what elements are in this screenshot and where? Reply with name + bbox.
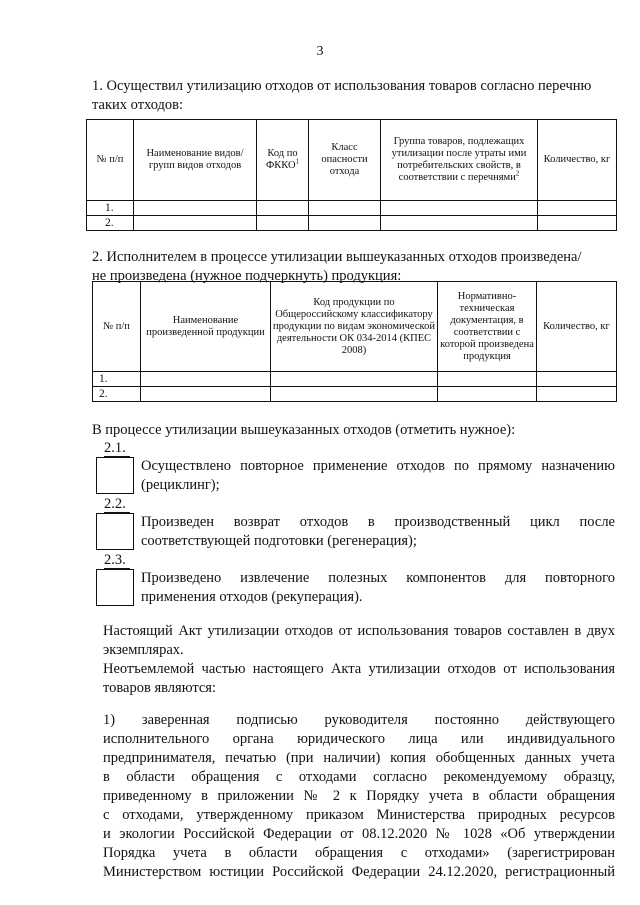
col-header-product-name: Наименование произведенной продукции xyxy=(141,282,271,372)
item-number: 2.3. xyxy=(104,552,130,569)
closing-paragraph: Настоящий Акт утилизации отходов от использования товаров составлен в двух экземплярах. Неотъемлемой частью настоящего Акта утилизации отходов от использования товаров являются: xyxy=(103,623,615,696)
waste-table-header-row xyxy=(87,120,617,201)
section1-heading xyxy=(92,77,612,115)
col-header-fkko-code: Код по ФККО$^1$ xyxy=(257,120,309,201)
option-recycling-text: Осуществлено повторное применение отходов по прямому назначению (рециклинг); xyxy=(141,458,615,493)
option-recuperation-text: Произведено извлечение полезных компонентов для повторного применения отходов (рекуперация). xyxy=(141,570,615,605)
table-cell xyxy=(538,216,617,231)
checkbox-recycling[interactable] xyxy=(96,457,134,494)
col-header-okpd-code: Код продукции по Общероссийскому классификатору продукции по видам экономической деятельности ОК 034-2014 (КПЕС 2008) xyxy=(271,282,438,372)
table-cell xyxy=(257,216,309,231)
col-header-num: № п/п xyxy=(93,282,141,372)
table-row xyxy=(93,372,617,387)
section2-heading-line1: 2. Исполнителем в процессе утилизации вышеуказанных отходов произведена/ xyxy=(92,249,582,265)
table-cell xyxy=(538,201,617,216)
item-number: 2.2. xyxy=(104,496,130,513)
col-header-hazard-class: Класс опасности отхода xyxy=(309,120,381,201)
table-cell xyxy=(271,387,438,402)
table-cell xyxy=(537,387,617,402)
table-row xyxy=(93,387,617,402)
product-table xyxy=(92,281,617,402)
col-header-goods-group: Группа товаров, подлежащих утилизации после утраты ими потребительских свойств, в соответствии с перечнями$^2$ xyxy=(381,120,538,201)
table-cell xyxy=(309,201,381,216)
table-cell xyxy=(271,372,438,387)
table-cell xyxy=(381,216,538,231)
page-number: 3 xyxy=(316,44,324,59)
table-cell xyxy=(309,216,381,231)
col-header-num: № п/п xyxy=(87,120,134,201)
table-cell xyxy=(141,387,271,402)
item-number: 2.1. xyxy=(104,440,130,457)
col-header-quantity: Количество, кг xyxy=(538,120,617,201)
waste-table xyxy=(86,119,617,231)
row-number: 2. xyxy=(87,216,134,231)
checkbox-regeneration[interactable] xyxy=(96,513,134,550)
attachment-item-1: 1) заверенная подписью руководителя постоянно действующего исполнительного органа юридического лица или индивидуального предпринимателя, печатью (при наличии) копия обобщенных данных учета в области обращения с отходами согласно рекомендуемому образцу, приведенному в приложении № 2 к Порядку учета в области обращения с отходами, утвержденному приказом Министерства природных ресурсов и экологии Российской Федерации от 08.12.2020 № 1028 «Об утверждении Порядка учета в области обращения с отходами» (зарегистрирован Министерством юстиции Российской Федерации 24.12.2020, регистрационный xyxy=(103,712,615,880)
row-number: 1. xyxy=(87,201,134,216)
row-number: 1. xyxy=(93,372,141,387)
table-cell xyxy=(134,216,257,231)
table-cell xyxy=(257,201,309,216)
table-cell xyxy=(438,387,537,402)
product-table-header-row xyxy=(93,282,617,372)
col-header-quantity: Количество, кг xyxy=(537,282,617,372)
process-heading: В процессе утилизации вышеуказанных отходов (отметить нужное): xyxy=(92,422,516,438)
table-cell xyxy=(381,201,538,216)
underlined-option: не произведена xyxy=(92,268,187,284)
section1-heading-line1: 1. Осуществил утилизацию отходов от использования товаров согласно перечню xyxy=(92,78,592,94)
col-header-normative-doc: Нормативно-техническая документация, в соответствии с которой произведена продукция xyxy=(438,282,537,372)
col-header-waste-name: Наименование видов/групп видов отходов xyxy=(134,120,257,201)
footnote-1: 1 xyxy=(295,157,300,166)
table-row xyxy=(87,201,617,216)
table-cell xyxy=(438,372,537,387)
table-cell xyxy=(134,201,257,216)
table-cell xyxy=(537,372,617,387)
row-number: 2. xyxy=(93,387,141,402)
section1-heading-line2: таких отходов: xyxy=(92,97,184,113)
section2-heading-line2: не произведена (нужное подчеркнуть) продукция: xyxy=(92,268,402,284)
table-row xyxy=(87,216,617,231)
table-cell xyxy=(141,372,271,387)
option-regeneration-text: Произведен возврат отходов в производственный цикл после соответствующей подготовки (регенерация); xyxy=(141,514,615,549)
footnote-2: 2 xyxy=(515,169,520,178)
checkbox-recuperation[interactable] xyxy=(96,569,134,606)
